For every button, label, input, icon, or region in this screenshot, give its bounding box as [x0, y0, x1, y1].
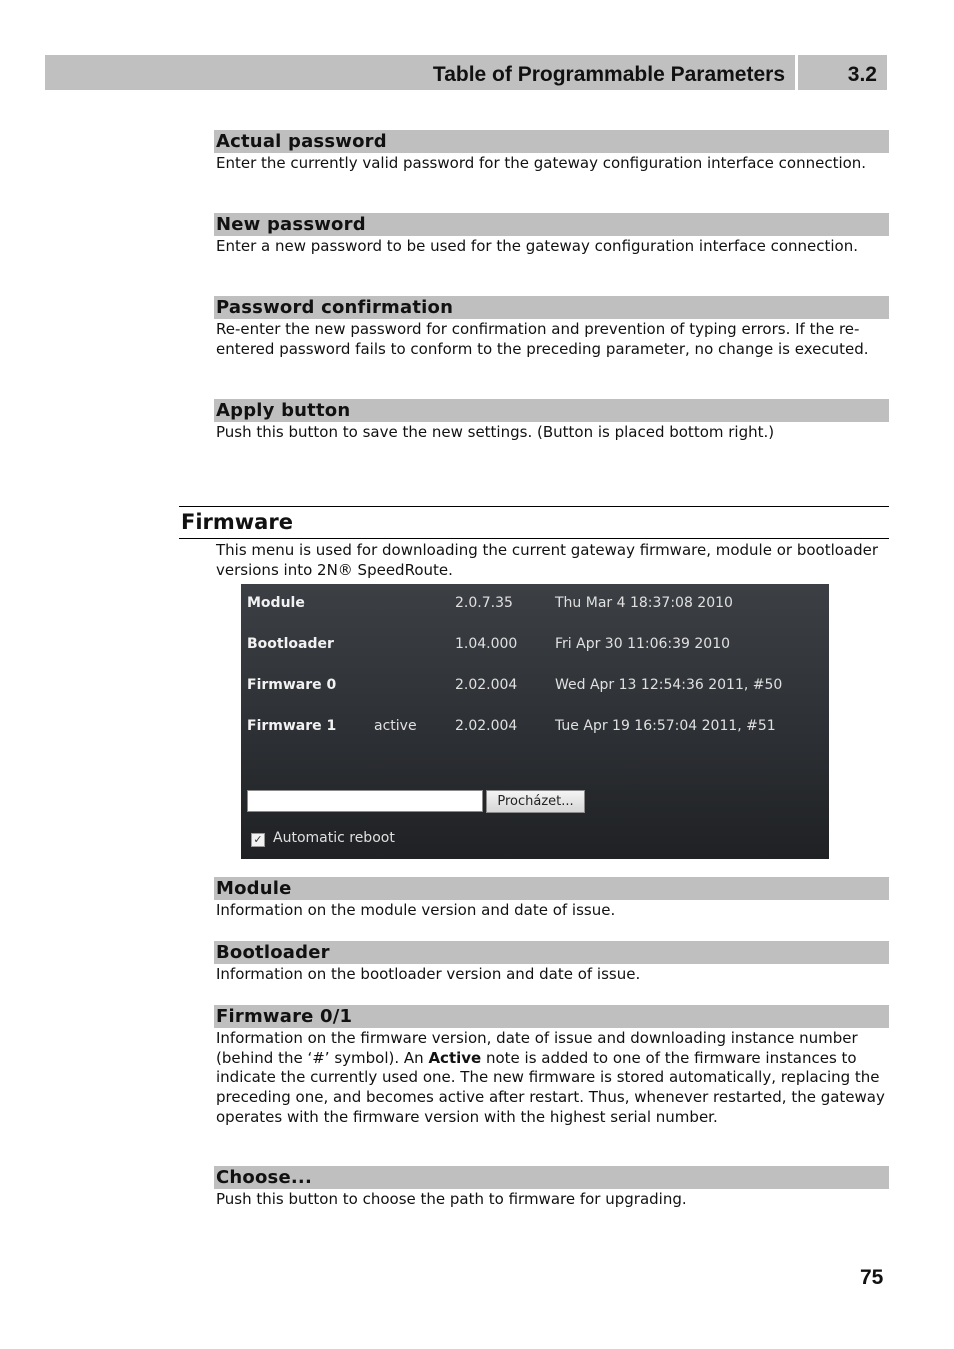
page-number: 75	[860, 1266, 884, 1289]
body-bold-active: Active	[428, 1048, 482, 1067]
header-title: Table of Programmable Parameters	[432, 63, 785, 86]
header-bar	[45, 55, 795, 90]
section-body: Enter a new password to be used for the gateway configuration interface connection.	[216, 237, 858, 255]
section-heading: Apply button	[214, 399, 889, 422]
firmware-row-bootloader	[241, 636, 829, 656]
automatic-reboot-label: Automatic reboot	[273, 830, 395, 846]
firmware-screenshot	[241, 584, 829, 859]
section-choose	[214, 1166, 889, 1210]
section-heading: Firmware 0/1	[214, 1005, 889, 1028]
section-heading: Choose...	[214, 1166, 889, 1189]
row-name: Firmware 0	[247, 677, 337, 693]
section-firmware-0-1	[214, 1005, 889, 1128]
firmware-title: Firmware	[181, 510, 293, 534]
section-heading: New password	[214, 213, 889, 236]
section-bootloader	[214, 941, 889, 985]
row-version: 2.0.7.35	[455, 595, 513, 611]
section-body	[214, 1029, 889, 1128]
section-body: Re-enter the new password for confirmation and prevention of typing errors. If the re-entered password fails to conform to the preceding parameter, no change is executed.	[216, 320, 869, 358]
row-name: Firmware 1	[247, 718, 337, 734]
firmware-rule-top	[179, 506, 889, 507]
firmware-row-module	[241, 595, 829, 615]
row-date: Tue Apr 19 16:57:04 2011, #51	[555, 718, 776, 734]
section-heading: Bootloader	[214, 941, 889, 964]
row-version: 2.02.004	[455, 718, 518, 734]
automatic-reboot-checkbox[interactable]: ✓	[251, 833, 265, 847]
header-section-number-box	[798, 55, 887, 90]
firmware-file-input[interactable]	[247, 790, 483, 812]
section-body: Push this button to save the new settings. (Button is placed bottom right.)	[216, 423, 775, 441]
section-heading: Password confirmation	[214, 296, 889, 319]
section-new-password	[214, 213, 889, 257]
section-heading: Module	[214, 877, 889, 900]
section-actual-password	[214, 130, 889, 174]
section-apply-button	[214, 399, 889, 443]
row-date: Fri Apr 30 11:06:39 2010	[555, 636, 731, 652]
row-name: Module	[247, 595, 305, 611]
body-text-before: Information on the firmware version, date of issue and downloading instance number (behind the ‘#’ symbol). An	[216, 1029, 858, 1067]
section-password-confirmation	[214, 296, 889, 359]
section-heading: Actual password	[214, 130, 889, 153]
firmware-row-firmware-1	[241, 718, 829, 738]
section-module	[214, 877, 889, 921]
firmware-intro: This menu is used for downloading the current gateway firmware, module or bootloader versions into 2N® SpeedRoute.	[216, 541, 879, 579]
row-name: Bootloader	[247, 636, 334, 652]
row-version: 2.02.004	[455, 677, 518, 693]
body-text-after: note is added to one of the firmware instances to indicate the currently used one. The new firmware is stored automatically, replacing the preceding one, and becomes active after restart. Thus, whenever restarted, the gateway operates with the firmware version with the highest serial number.	[216, 1048, 885, 1126]
automatic-reboot-option[interactable]	[251, 830, 395, 847]
row-flag-active: active	[374, 718, 417, 734]
section-body: Information on the module version and date of issue.	[216, 901, 616, 919]
firmware-rule-bottom	[179, 538, 889, 539]
browse-button[interactable]: Procházet...	[486, 790, 585, 813]
section-body: Information on the bootloader version and date of issue.	[216, 965, 641, 983]
section-body: Enter the currently valid password for the gateway configuration interface connection.	[216, 154, 867, 172]
section-body: Push this button to choose the path to firmware for upgrading.	[216, 1190, 687, 1208]
row-date: Thu Mar 4 18:37:08 2010	[555, 595, 733, 611]
row-version: 1.04.000	[455, 636, 518, 652]
row-date: Wed Apr 13 12:54:36 2011, #50	[555, 677, 783, 693]
header-section-number: 3.2	[847, 63, 877, 86]
firmware-row-firmware-0	[241, 677, 829, 697]
